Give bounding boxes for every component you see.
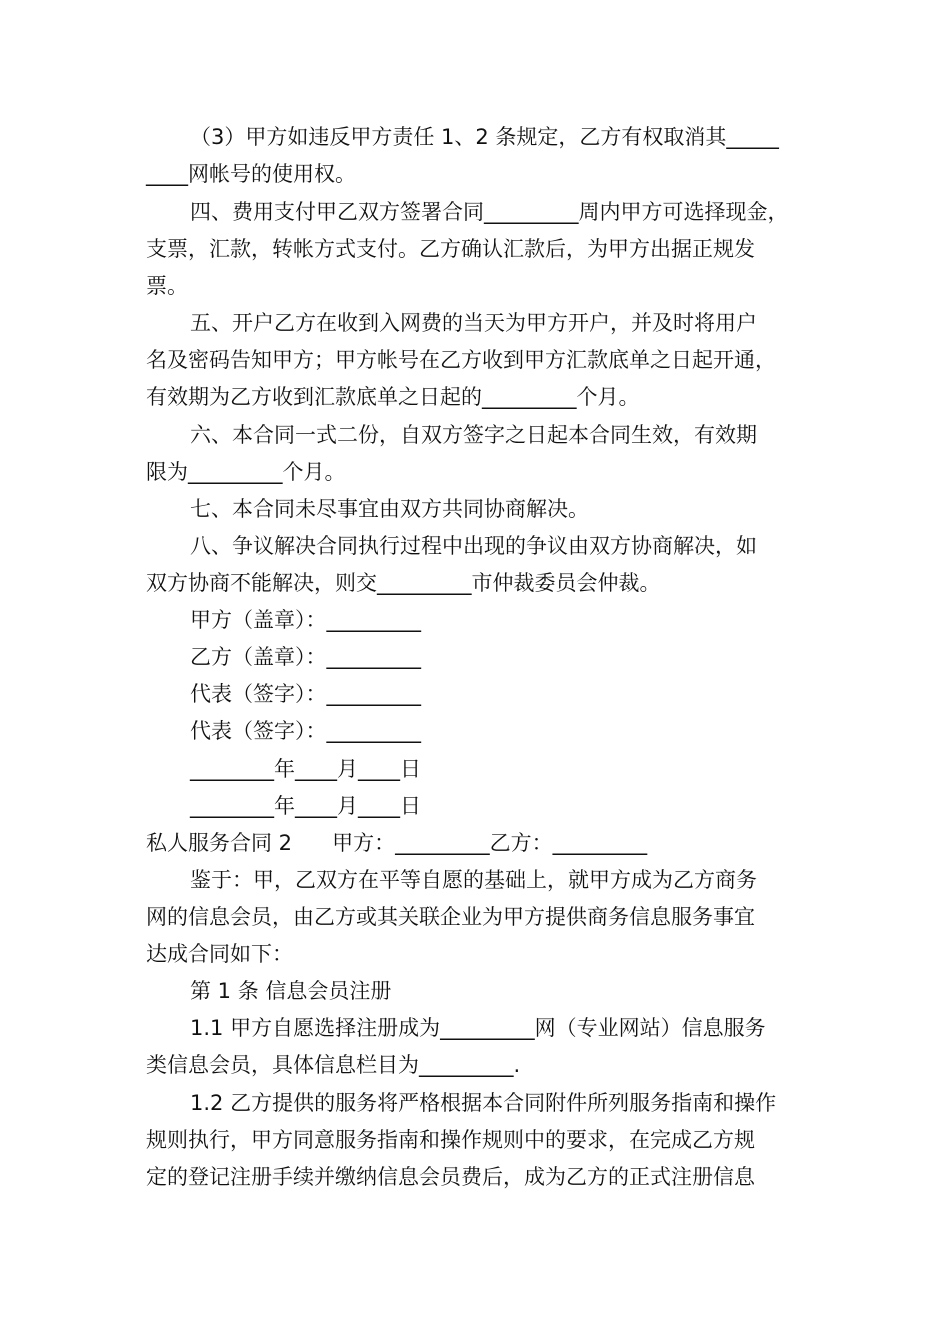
text-line: 规则执行，甲方同意服务指南和操作规则中的要求，在完成乙方规 <box>146 1128 755 1152</box>
article-heading: 第 1 条 信息会员注册 <box>190 979 392 1003</box>
text-line: 定的登记注册手续并缴纳信息会员费后，成为乙方的正式注册信息 <box>146 1165 755 1189</box>
text-line: 四、费用支付甲乙双方签署合同_________周内甲方可选择现金， <box>190 200 789 224</box>
date-line: ________年____月____日 <box>190 757 421 781</box>
text-line: 达成合同如下： <box>146 942 293 966</box>
text-line: 名及密码告知甲方；甲方帐号在乙方收到甲方汇款底单之日起开通， <box>146 348 776 372</box>
text-line: 有效期为乙方收到汇款底单之日起的_________个月。 <box>146 385 640 409</box>
signature-line: 甲方（盖章）：_________ <box>190 608 421 632</box>
text-line: 票。 <box>146 274 188 298</box>
text-line: 支票，汇款，转帐方式支付。乙方确认汇款后，为甲方出据正规发 <box>146 237 755 261</box>
signature-line: 代表（签字）：_________ <box>190 682 421 706</box>
text-line: 鉴于：甲，乙双方在平等自愿的基础上，就甲方成为乙方商务 <box>190 868 757 892</box>
text-line: 限为_________个月。 <box>146 460 346 484</box>
text-line: 网的信息会员，由乙方或其关联企业为甲方提供商务信息服务事宜 <box>146 905 755 929</box>
text-line: ____网帐号的使用权。 <box>146 162 356 186</box>
text-line: 五、开户乙方在收到入网费的当天为甲方开户，并及时将用户 <box>190 311 757 335</box>
signature-line: 乙方（盖章）：_________ <box>190 645 421 669</box>
date-line: ________年____月____日 <box>190 794 421 818</box>
text-line: 1.2 乙方提供的服务将严格根据本合同附件所列服务指南和操作 <box>190 1091 777 1115</box>
text-line: （3）甲方如违反甲方责任 1、2 条规定，乙方有权取消其_____ <box>190 125 779 149</box>
text-line: 类信息会员，具体信息栏目为_________. <box>146 1053 521 1077</box>
text-line: 八、争议解决合同执行过程中出现的争议由双方协商解决，如 <box>190 534 757 558</box>
signature-line: 代表（签字）：_________ <box>190 719 421 743</box>
text-line: 双方协商不能解决，则交_________市仲裁委员会仲裁。 <box>146 571 661 595</box>
text-line: 七、本合同未尽事宜由双方共同协商解决。 <box>190 497 589 521</box>
contract-heading: 私人服务合同 2 甲方：_________乙方：_________ <box>146 831 648 855</box>
text-line: 1.1 甲方自愿选择注册成为_________网（专业网站）信息服务 <box>190 1016 766 1040</box>
text-line: 六、本合同一式二份，自双方签字之日起本合同生效，有效期 <box>190 423 757 447</box>
